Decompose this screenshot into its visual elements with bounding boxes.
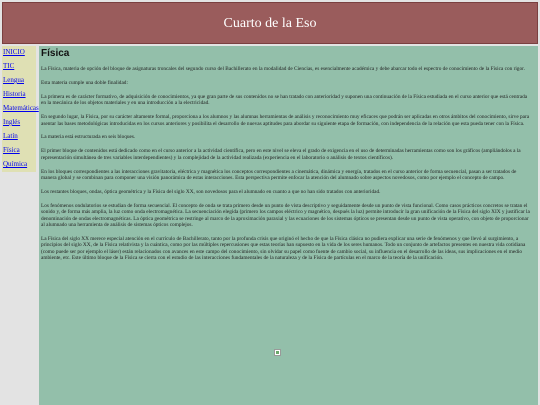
sidebar-nav — [2, 46, 39, 172]
sidebar-item-matematicas[interactable]: Matemáticas — [3, 104, 39, 112]
paragraph: En segundo lugar, la Física, por su carácter altamente formal, proporciona a los alumnos y las alumnas herramientas de análisis y reconocimiento muy eficaces que podrán ser aplicadas en otros ámbitos del conocimiento, sirve para asentar las bases metodológicas introducidas en los cursos anteriores y posibilita el desarrollo de nuevas aptitudes para abordar su siguiente etapa de formación, con independencia de la relación que esta pueda tener con la Física. — [41, 114, 530, 127]
article-body — [41, 66, 530, 269]
paragraph: El primer bloque de contenidos está dedicado como en el curso anterior a la actividad científica, pero en este nivel se eleva el grado de exigencia en el uso de determinadas herramientas como son los gráficos (ampliándolos a la representación simultánea de tres variables interdependientes) y la complejidad de la actividad realizada (experiencia en el laboratorio o análisis de textos científicos). — [41, 148, 521, 161]
page-title: Física — [41, 48, 70, 59]
sidebar-item-inicio[interactable]: INICIO — [3, 48, 25, 56]
paragraph: Los restantes bloques, ondas, óptica geométrica y la Física del siglo XX, son novedosos para el alumnado en cuanto a que no han sido tratados con anterioridad. — [41, 188, 381, 195]
paragraph: En los bloques correspondientes a las interacciones gravitatoria, eléctrica y magnética los conceptos correspondientes a cinemática, dinámica y energía, tratados en el curso anterior de forma secuencial, pasan a ser tratados de manera global y se combinan para componer una visión panorámica de estas interacciones. Esta perspectiva permite enfocar la atención del alumnado sobre aspectos novedosos, como por ejemplo el concepto de campo. — [41, 168, 517, 182]
sidebar-item-quimica[interactable]: Química — [3, 160, 28, 168]
broken-image-icon — [274, 349, 281, 356]
site-header — [2, 2, 538, 44]
sidebar-item-fisica[interactable]: Física — [3, 146, 20, 154]
sidebar-item-latin[interactable]: Latín — [3, 132, 18, 140]
sidebar-item-historia[interactable]: Historia — [3, 90, 26, 98]
paragraph: La Física, materia de opción del bloque de asignaturas troncales del segundo curso del Bachillerato en la modalidad de Ciencias, es esencialmente académica y debe abarcar todo el espectro de conocimiento de la Física con rigor. — [41, 66, 525, 72]
sidebar-item-lengua[interactable]: Lengua — [3, 76, 24, 84]
sidebar-item-ingles[interactable]: Inglés — [3, 118, 21, 126]
sidebar-item-tic[interactable]: TIC — [3, 62, 15, 70]
paragraph: La materia está estructurada en seis bloques. — [41, 134, 136, 141]
paragraph: Los fenómenos ondulatorios se estudian de forma secuencial. El concepto de onda se trata primero desde un punto de vista descriptivo y seguidamente desde un punto de vista funcional. Como casos prácticos concretos se tratan el sonido y, de forma más amplia, la luz como onda electromagnética. La secuenciación elegida (primero los campos eléctrico y magnético, después la luz) permite introducir la gran unificación de la Física del siglo XIX y justificar la denominación de ondas electromagnéticas. La óptica geométrica se restringe al marco de la aproximación paraxial y las ecuaciones de los sistemas ópticos se presentan desde un punto de vista operativo, con objeto de proporcionar al alumnado una herramienta de análisis de sistemas ópticos complejos. — [41, 202, 530, 229]
paragraph: La Física del siglo XX merece especial atención en el currículo de Bachillerato, tanto por la profunda crisis que originó el hecho de que la Física clásica no pudiera explicar una serie de fenómenos y que llevó al surgimiento, a principios del siglo XX, de la Física relativista y la cuántica, como por las múltiples repercusiones que estas teorías han supuesto en la vida de los seres humanos. Todo un conjunto de artefactos presentes en nuestra vida cotidiana (como puede ser por ejemplo el láser) están relacionados con avances en este campo del conocimiento, sin olvidar su papel como fuente de cambio social, su influencia en el desarrollo de las ideas, sus implicaciones en el medio ambiente, etc. Este último bloque de la Física se cierra con el estudio de las interacciones fundamentales de la naturaleza y de la Física de partículas en el marco de la teoría de la unificación. — [41, 236, 526, 262]
site-title: Cuarto de la Eso — [223, 16, 317, 31]
paragraph: Esta materia cumple una doble finalidad: — [41, 79, 128, 86]
paragraph: La primera es de carácter formativo, de adquisición de conocimientos, ya que gran parte de sus contenidos no se han tratado con anterioridad y suponen una continuación de la Física estudiada en el curso anterior que está centrada en la mecánica de los objetos materiales y en una introducción a la electricidad. — [41, 93, 528, 107]
main-content — [39, 46, 538, 405]
